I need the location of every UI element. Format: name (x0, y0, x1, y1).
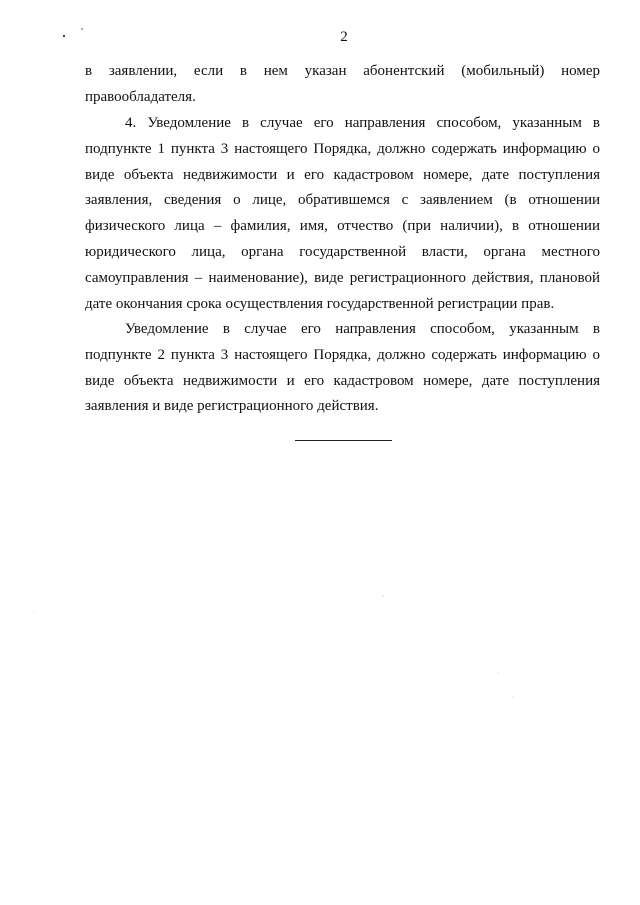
paragraph-2 (85, 111, 600, 317)
paragraph-line: виде объекта недвижимости и его кадастровом номере, дате поступления (85, 166, 600, 183)
paragraph-line: правообладателя. (85, 88, 196, 105)
paragraph-line: подпункте 1 пункта 3 настоящего Порядка, должно содержать информацию о (85, 140, 600, 157)
paragraph-line: подпункте 2 пункта 3 настоящего Порядка, должно содержать информацию о (85, 346, 600, 363)
paragraph-line: самоуправления – наименование), виде регистрационного действия, плановой (85, 269, 600, 286)
paragraph-line: виде объекта недвижимости и его кадастровом номере, дате поступления (85, 372, 600, 389)
paragraph-line: юридического лица, органа государственной власти, органа местного (85, 243, 600, 260)
paragraph-line: физического лица – фамилия, имя, отчество (при наличии), в отношении (85, 218, 600, 235)
paragraph-3 (85, 317, 600, 420)
paragraph-line: дате окончания срока осуществления государственной регистрации прав. (85, 295, 555, 312)
paragraph-line: заявления, сведения о лице, обратившемся с заявлением (в отношении (85, 192, 600, 209)
paragraph-line: 4. Уведомление в случае его направления способом, указанным в (125, 115, 600, 131)
page-number: 2 (340, 29, 348, 45)
end-separator-line (295, 440, 392, 441)
paragraph-1 (85, 59, 600, 111)
paragraph-line: заявления и виде регистрационного действия. (85, 398, 379, 415)
paragraph-line: в заявлении, если в нем указан абонентский (мобильный) номер (85, 63, 600, 79)
paragraph-line: Уведомление в случае его направления способом, указанным в (125, 321, 600, 337)
